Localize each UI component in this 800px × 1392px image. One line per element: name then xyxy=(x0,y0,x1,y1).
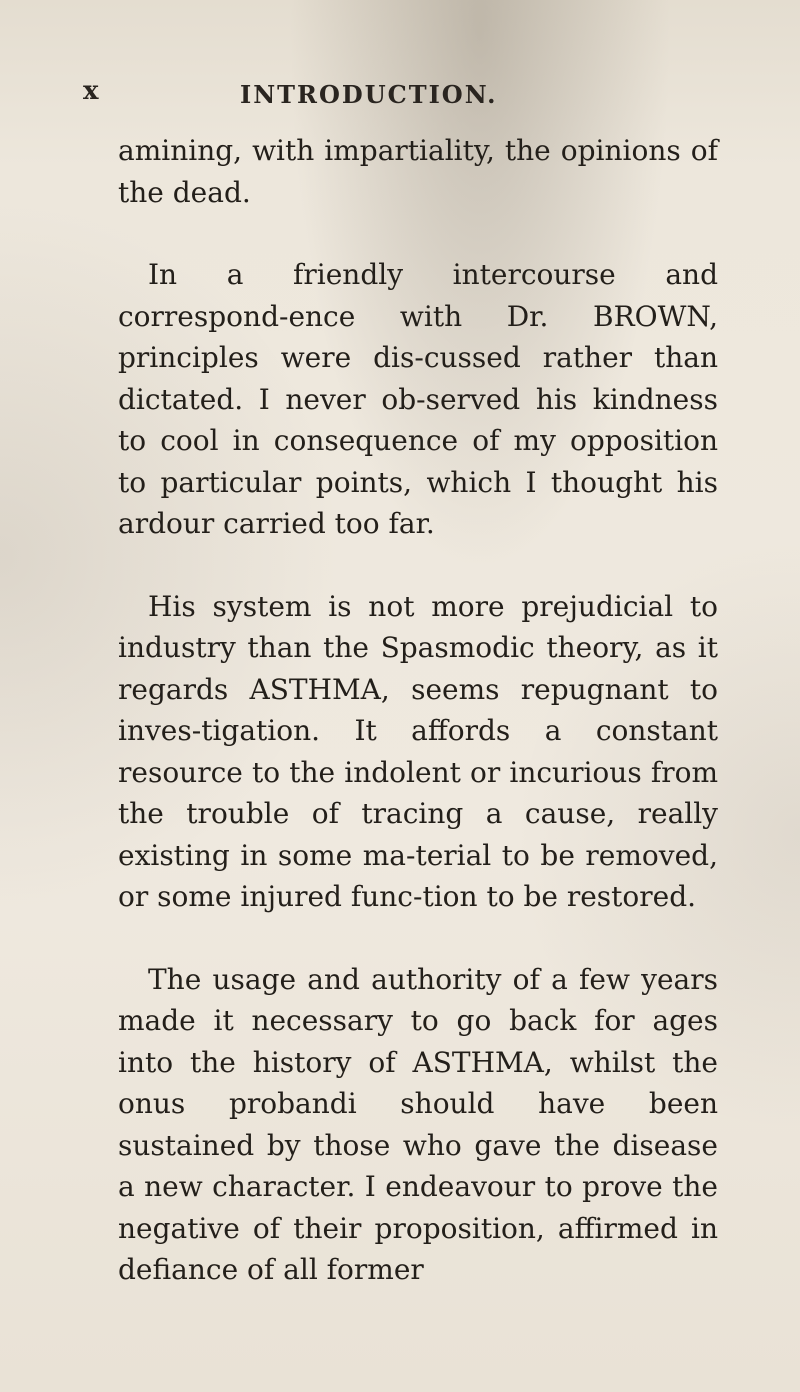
paragraph-1: amining, with impartiality, the opinions of the dead. xyxy=(118,134,718,209)
paragraph-2: In a friendly intercourse and correspond-ence with Dr. BROWN, principles were dis-cussed rather than dictated. I never ob-served his kindness to cool in consequence of my opposition to particular points, which I thought his ardour carried too far. xyxy=(118,258,718,540)
page-header xyxy=(0,76,800,116)
body-text xyxy=(118,130,718,1291)
paragraph-gap xyxy=(118,213,718,254)
paragraph-gap xyxy=(118,545,718,586)
paragraph-3: His system is not more prejudicial to industry than the Spasmodic theory, as it regards ASTHMA, seems repugnant to inves-tigation. It affords a constant resource to the indolent or incurious from the trouble of tracing a cause, really existing in some ma-terial to be removed, or some injured func-tion to be restored. xyxy=(118,589,718,913)
paragraph-4: The usage and authority of a few years made it necessary to go back for ages into the history of ASTHMA, whilst the onus probandi should have been sustained by those who gave the disease a new character. I endeavour to prove the negative of their proposition, affirmed in defiance of all former xyxy=(118,962,718,1286)
running-head: INTRODUCTION. xyxy=(240,80,498,109)
paragraph-gap xyxy=(118,918,718,959)
signature-mark: x xyxy=(83,76,99,106)
